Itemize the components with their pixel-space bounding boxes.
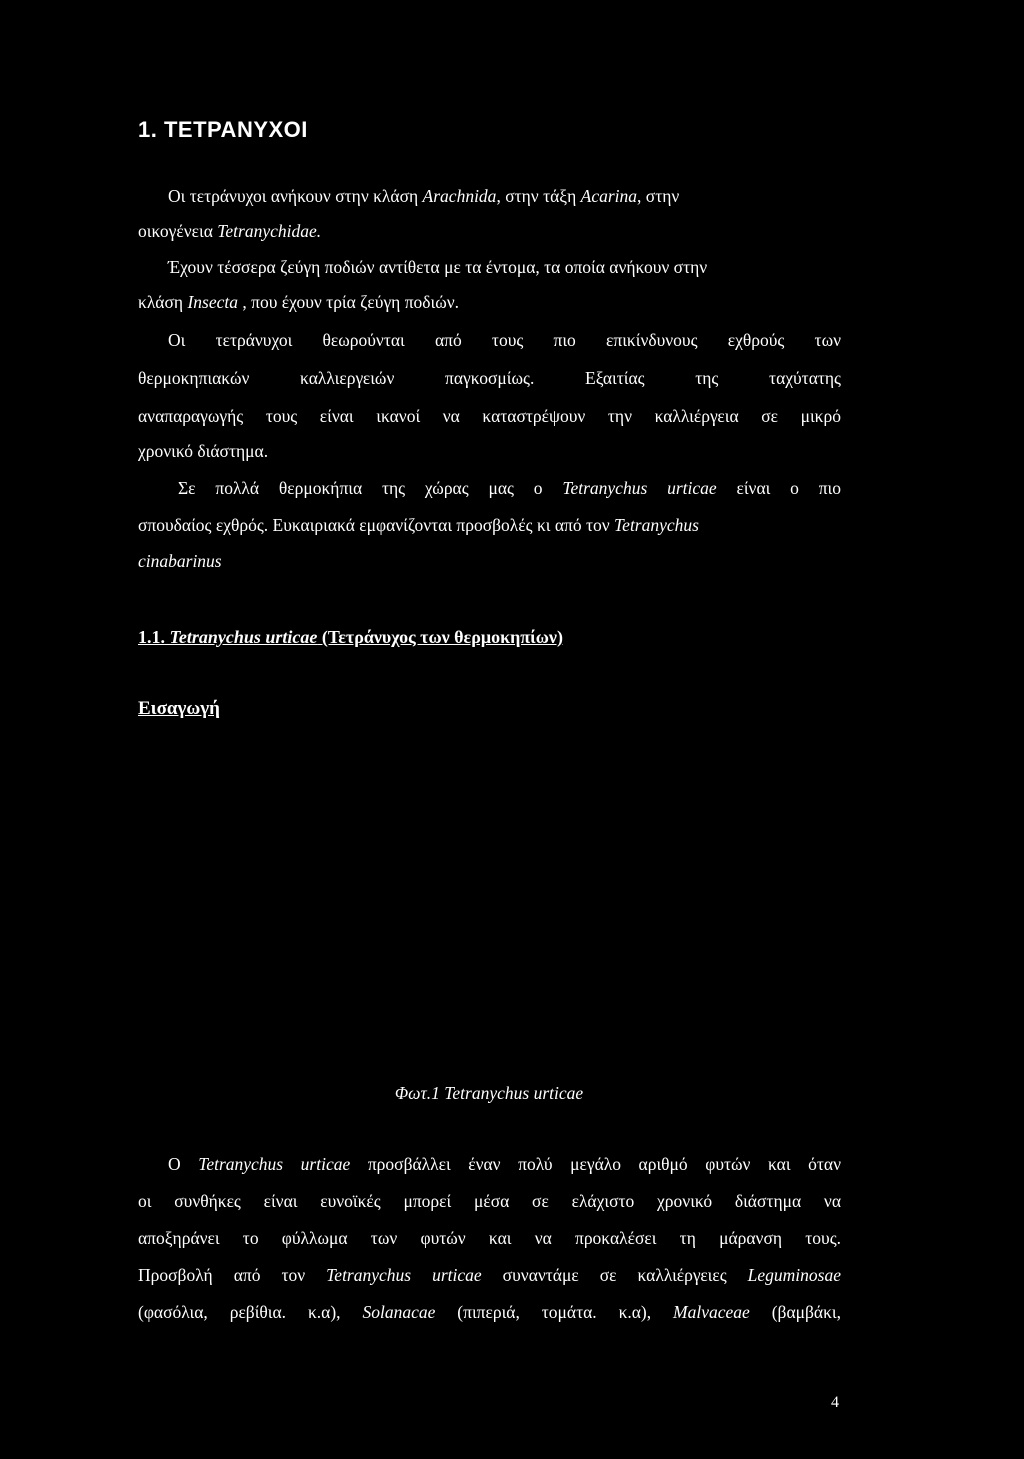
paragraph-4-line-1 bbox=[178, 480, 841, 498]
paragraph-1-line-1 bbox=[168, 188, 679, 206]
text-run: κλάση bbox=[138, 292, 188, 312]
taxon-name: Acarina bbox=[580, 186, 638, 206]
taxon-name: Tetranychus urticae bbox=[562, 478, 717, 498]
taxon-name: Tetranychus urticae bbox=[198, 1154, 351, 1174]
text-run: (βαμβάκι, bbox=[749, 1302, 841, 1322]
text-run: οικογένεια bbox=[138, 221, 218, 241]
paragraph-5-line-1 bbox=[168, 1156, 841, 1174]
paragraph-3-line-1: Οι τετράνυχοι θεωρούνται από τους πιο επικίνδυνους εχθρούς των bbox=[168, 330, 841, 350]
text-run: είναι ο πιο bbox=[716, 478, 842, 498]
taxon-name: Tetranychus bbox=[614, 515, 699, 535]
taxon-name: Arachnida bbox=[422, 186, 497, 206]
taxon-name: Solanacae bbox=[362, 1302, 436, 1322]
photo-placeholder bbox=[138, 740, 841, 1060]
subsection-title: (Τετράνυχος των θερμοκηπίων) bbox=[317, 627, 563, 647]
paragraph-4-line-2 bbox=[138, 517, 841, 535]
text-run: Οι τετράνυχοι ανήκουν στην κλάση bbox=[168, 186, 423, 206]
paragraph-3-line-2: θερμοκηπιακών καλλιεργειών παγκοσμίως. Εξαιτίας της ταχύτατης bbox=[138, 368, 841, 388]
text-run: (πιπεριά, τομάτα. κ.α), bbox=[435, 1302, 674, 1322]
text-run: προσβάλλει έναν πολύ μεγάλο αριθμό φυτών και όταν bbox=[350, 1154, 841, 1174]
paragraph-5-line-5 bbox=[138, 1304, 841, 1322]
subsection-number: 1.1. bbox=[138, 627, 170, 647]
taxon-name: Malvaceae bbox=[673, 1302, 750, 1322]
paragraph-2-line-2 bbox=[138, 294, 459, 312]
text-run: σπουδαίος εχθρός. Ευκαιριακά εμφανίζονται προσβολές κι από τον bbox=[138, 515, 615, 535]
paragraph-4-line-3 bbox=[138, 553, 222, 571]
text-run: Ο bbox=[168, 1154, 199, 1174]
text-run: , στην bbox=[637, 186, 680, 206]
photo-caption: Φωτ.1 Tetranychus urticae bbox=[394, 1083, 584, 1103]
paragraph-5-line-3: αποξηράνει το φύλλωμα των φυτών και να προκαλέσει τη μάρανση τους. bbox=[138, 1228, 841, 1248]
paragraph-2-line-1: Έχουν τέσσερα ζεύγη ποδιών αντίθετα με τα έντομα, τα οποία ανήκουν στην bbox=[168, 257, 708, 277]
taxon-name: Tetranychidae. bbox=[217, 221, 322, 241]
paragraph-3-line-4: χρονικό διάστημα. bbox=[138, 441, 269, 461]
page-number: 4 bbox=[831, 1394, 839, 1411]
paragraph-5-line-4 bbox=[138, 1267, 841, 1285]
taxon-name: Leguminosae bbox=[747, 1265, 841, 1285]
taxon-name: Tetranychus urticae bbox=[169, 627, 318, 647]
taxon-name: Tetranychus urticae bbox=[326, 1265, 482, 1285]
section-heading: 1. ΤΕΤΡΑΝΥΧΟΙ bbox=[138, 117, 308, 142]
text-run: συναντάμε σε καλλιέργειες bbox=[481, 1265, 748, 1285]
text-run: , που έχουν τρία ζεύγη ποδιών. bbox=[237, 292, 460, 312]
text-run: Προσβολή από τον bbox=[138, 1265, 327, 1285]
subsection-heading bbox=[138, 627, 563, 648]
text-run: Σε πολλά θερμοκήπια της χώρας μας ο bbox=[178, 478, 563, 498]
text-run: (φασόλια, ρεβίθια. κ.α), bbox=[138, 1302, 363, 1322]
paragraph-1-line-2 bbox=[138, 223, 321, 241]
paragraph-5-line-2: οι συνθήκες είναι ευνοϊκές μπορεί μέσα σε ελάχιστο χρονικό διάστημα να bbox=[138, 1191, 841, 1211]
paragraph-3-line-3: αναπαραγωγής τους είναι ικανοί να καταστρέψουν την καλλιέργεια σε μικρό bbox=[138, 406, 841, 426]
taxon-name: cinabarinus bbox=[138, 551, 222, 571]
text-run: , στην τάξη bbox=[496, 186, 581, 206]
introduction-heading: Εισαγωγή bbox=[138, 698, 220, 719]
taxon-name: Insecta bbox=[187, 292, 238, 312]
